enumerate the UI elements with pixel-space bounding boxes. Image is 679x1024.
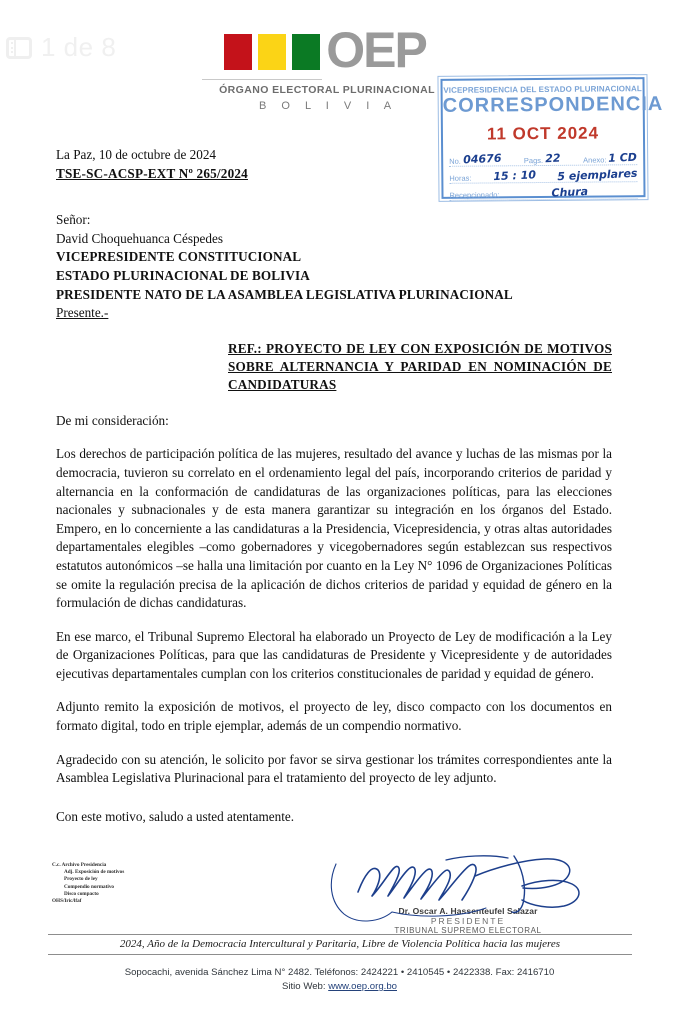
letter-city-date: La Paz, 10 de octubre de 2024 xyxy=(56,147,217,162)
addressee-position-1: VICEPRESIDENTE CONSTITUCIONAL xyxy=(56,249,302,265)
stamp-label-pags: Pags. xyxy=(523,156,544,166)
cc-block xyxy=(52,862,124,905)
stamp-value-ejemplares: 5 ejemplares xyxy=(556,166,638,184)
letter-paragraph-1: Los derechos de participación política de las mujeres, resultado del avance y luchas de las mismas por la democracia, tuvieron su correlato en el ordenamiento legal del país, incorporando criterios de paridad y alternancia en la conformación de candidaturas de las organizaciones políticas, para las elecciones nacionales y subnacionales y de esta manera garantizar su integración en los órganos del Estado. Empero, en lo concerniente a las candidaturas a la Presidencia, Vicepresidencia, y otras altas autoridades departamentales elegibles –como gobernadores y vicegobernadores según establezcan sus respectivos estatutos autonómicos –se halla una limitación por cuanto en la Ley N° 1096 de Organizaciones Políticas se omite la regulación precisa de la aplicación de dichos criterios de paridad y equidad de género en la formulación de dichas candidaturas. xyxy=(56,446,612,611)
page-indicator-label: 1 de 8 xyxy=(41,32,117,62)
addressee-name: David Choquehuanca Céspedes xyxy=(56,230,223,246)
bolivia-flag-icon xyxy=(224,28,320,70)
stamp-value-horas: 15 : 10 xyxy=(492,168,536,184)
stamp-value-pags: 22 xyxy=(544,151,561,166)
handwritten-signature xyxy=(318,852,618,910)
letter-reference-code: TSE-SC-ACSP-EXT Nº 265/2024 xyxy=(56,165,248,181)
flag-green-square xyxy=(292,34,320,70)
footer-website-label: Sitio Web: xyxy=(281,981,329,992)
reference-subject xyxy=(228,340,612,394)
letter-paragraph-3: Adjunto remito la exposición de motivos, el proyecto de ley, disco compacto con los documentos en formato digital, todo en triple ejemplar, además de un compendio normativo. xyxy=(56,699,612,734)
footer-address: Sopocachi, avenida Sánchez Lima N° 2482. Teléfonos: 2424221 • 2410545 • 2422338. Fax: 2416710 xyxy=(124,967,555,978)
year-slogan: 2024, Año de la Democracia Intercultural y Paritaria, Libre de Violencia Política hacia las mujeres xyxy=(48,934,632,955)
cc-line-2: Adj. Exposición de motivos xyxy=(64,869,125,876)
addressee-salutation-title: Señor: xyxy=(56,212,91,228)
stamp-value-anexo: 1 CD xyxy=(608,150,638,165)
footer-website-url[interactable]: www.oep.org.bo xyxy=(328,981,397,992)
page-indicator xyxy=(6,32,116,63)
footer-website-line xyxy=(0,980,679,994)
cc-line-6-initials: OHS/Iric/lfaf xyxy=(52,898,82,905)
stamp-label-anexo: Anexo: xyxy=(583,155,607,165)
cc-line-5: Disco compacto xyxy=(64,890,99,897)
stamp-label-no: No. xyxy=(449,156,461,166)
reference-subject-text: REF.: PROYECTO DE LEY CON EXPOSICIÓN DE MOTIVOS SOBRE ALTERNANCIA Y PARIDAD EN NOMINACIÓN DE CANDIDATURAS xyxy=(228,340,612,392)
letter-closing: Con este motivo, saludo a usted atentamente. xyxy=(56,808,295,824)
stamp-label-horas: Horas: xyxy=(449,173,472,183)
letter-salutation: De mi consideración: xyxy=(56,412,169,428)
letterhead xyxy=(196,22,454,112)
letter-body xyxy=(56,146,612,826)
stamp-value-no: 04676 xyxy=(462,151,502,167)
stamp-date: 11 OCT 2024 xyxy=(486,123,600,144)
signature-name: Dr. Oscar A. Hassenteufel Salazar xyxy=(398,906,538,916)
signature-block xyxy=(318,852,618,935)
stamp-title: CORRESPONDENCIA xyxy=(442,92,664,117)
addressee-presente: Presente.- xyxy=(56,305,109,321)
signature-role: PRESIDENTE xyxy=(430,916,506,926)
oep-acronym: OEP xyxy=(326,22,426,78)
stamp-label-recepcionado: Recepcionado: xyxy=(449,190,500,200)
flag-red-square xyxy=(224,34,252,70)
signature-organization: TRIBUNAL SUPREMO ELECTORAL xyxy=(394,926,542,935)
oep-logo xyxy=(196,22,454,78)
flag-yellow-square xyxy=(258,34,286,70)
footer xyxy=(0,966,679,994)
letter-paragraph-2: En ese marco, el Tribunal Supremo Electoral ha elaborado un Proyecto de Ley de modificación a la Ley de Organizaciones Políticas, para que las candidaturas de Presidente y Vicepresidente y de autoridades ejecutivas departamentales cumplan con los criterios constitucionales de paridad y equidad de género. xyxy=(56,628,612,681)
cc-line-4: Compendio normativo xyxy=(64,883,115,890)
letterhead-subtitle: ÓRGANO ELECTORAL PLURINACIONAL xyxy=(219,84,435,96)
cc-line-3: Proyecto de ley xyxy=(64,876,98,883)
addressee-block xyxy=(56,211,612,323)
addressee-position-2: ESTADO PLURINACIONAL DE BOLIVIA xyxy=(56,267,310,283)
sidebar-panel-icon[interactable] xyxy=(6,37,32,59)
letter-paragraph-4: Agradecido con su atención, le solicito por favor se sirva gestionar los trámites correspondientes ante la Asamblea Legislativa Plurinacional para el tratamiento del proyecto de ley adjunto. xyxy=(56,751,612,786)
letterhead-divider xyxy=(202,79,322,80)
addressee-position-3: PRESIDENTE NATO DE LA ASAMBLEA LEGISLATIVA PLURINACIONAL xyxy=(56,286,513,302)
stamp-value-recepcionado: Chura xyxy=(550,184,589,200)
stamp-institution: VICEPRESIDENCIA DEL ESTADO PLURINACIONAL xyxy=(443,84,642,95)
cc-line-1: C.c. Archivo Presidencia xyxy=(52,862,107,868)
letterhead-country: B O L I V I A xyxy=(258,100,398,112)
